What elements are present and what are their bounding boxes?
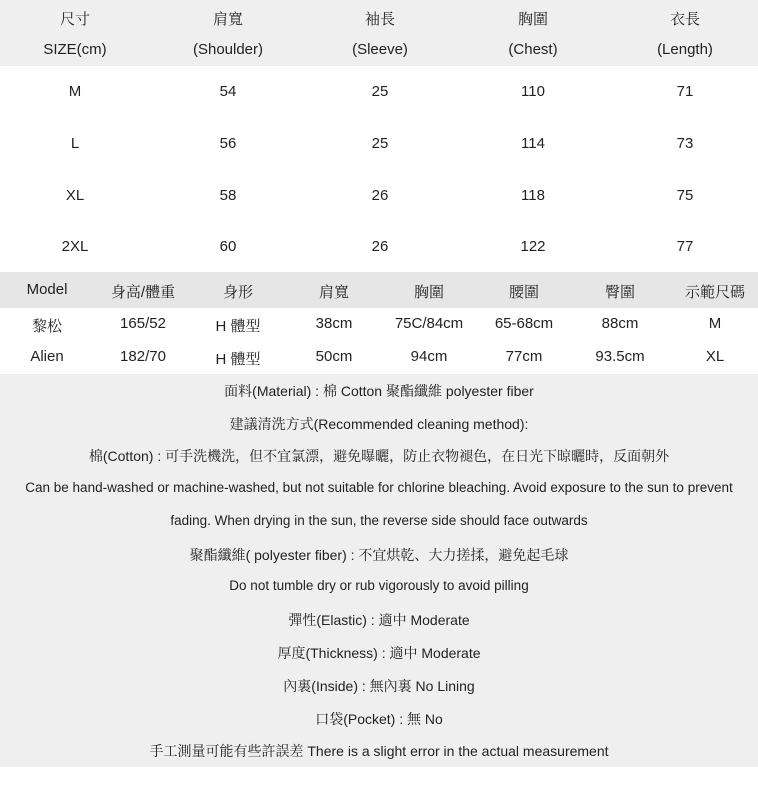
- size-table-body: [0, 66, 758, 272]
- chest-header-en: (Chest): [508, 41, 558, 58]
- length-cell: 75: [676, 187, 694, 204]
- thickness-note: 厚度(Thickness) : 適中 Moderate: [277, 645, 481, 661]
- size-table-header: [0, 0, 758, 66]
- waist-header: 腰圍: [508, 284, 540, 301]
- polyester-care-en: Do not tumble dry or rub vigorously to avoid pilling: [229, 578, 529, 593]
- shoulder-header-en: (Shoulder): [192, 41, 264, 58]
- cotton-care-cn: 棉(Cotton) : 可手洗機洗，但不宜氯漂，避免曝曬，防止衣物褪色，在日光下晾曬時，反面朝外: [88, 448, 670, 464]
- cotton-care-en-line2: fading. When drying in the sun, the reverse side should face outwards: [170, 513, 588, 528]
- hip-header: 臀圍: [604, 284, 636, 301]
- length-cell: 77: [676, 238, 694, 255]
- size-cell: 2XL: [61, 238, 89, 255]
- chest-cell: 110: [521, 83, 545, 100]
- chest-header-cn: 胸圍: [517, 11, 549, 28]
- shoulder-cell: 58: [219, 187, 237, 204]
- shoulder-header: 肩寬: [318, 284, 350, 301]
- size-worn: M: [708, 315, 722, 332]
- measurement-disclaimer: 手工測量可能有些許誤差 There is a slight error in the actual measurement: [149, 743, 609, 759]
- material-note: 面料(Material) : 棉 Cotton 聚酯纖維 polyester fiber: [224, 383, 534, 399]
- height-weight: 165/52: [120, 315, 166, 332]
- bust: 94cm: [410, 348, 448, 365]
- height-weight: 182/70: [120, 348, 166, 365]
- bust: 75C/84cm: [394, 315, 464, 332]
- footer-space: [0, 767, 758, 800]
- size-header-en: SIZE(cm): [43, 41, 107, 58]
- cotton-care-en-line1: Can be hand-washed or machine-washed, but not suitable for chlorine bleaching. Avoid exposure to the sun to prevent: [25, 480, 733, 495]
- model-name: 黎松: [31, 318, 63, 335]
- bust-header: 胸圍: [413, 284, 445, 301]
- shoulder: 38cm: [315, 315, 353, 332]
- length-cell: 71: [676, 83, 694, 100]
- shoulder: 50cm: [315, 348, 353, 365]
- length-header-en: (Length): [657, 41, 713, 58]
- care-notes: [0, 374, 758, 767]
- size-cell: XL: [65, 187, 85, 204]
- pocket-note: 口袋(Pocket) : 無 No: [315, 711, 443, 727]
- size-worn: XL: [705, 348, 725, 365]
- size-cell: M: [68, 83, 82, 100]
- sleeve-header-en: (Sleeve): [352, 41, 408, 58]
- size-header-cn: 尺寸: [59, 11, 91, 28]
- model-table-body: [0, 308, 758, 374]
- sleeve-cell: 26: [371, 187, 389, 204]
- shoulder-cell: 54: [219, 83, 237, 100]
- sleeve-cell: 25: [371, 135, 389, 152]
- body-shape: H 體型: [215, 351, 261, 368]
- elastic-note: 彈性(Elastic) : 適中 Moderate: [288, 612, 470, 628]
- shoulder-cell: 60: [219, 238, 237, 255]
- length-header-cn: 衣長: [669, 11, 701, 28]
- waist: 77cm: [505, 348, 543, 365]
- chest-cell: 118: [521, 187, 545, 204]
- size-worn-header: 示範尺碼: [684, 284, 746, 301]
- hip: 93.5cm: [595, 348, 645, 365]
- body-shape: H 體型: [215, 318, 261, 335]
- model-name: Alien: [30, 348, 64, 365]
- chest-cell: 122: [520, 238, 546, 255]
- chest-cell: 114: [521, 135, 545, 152]
- size-cell: L: [70, 135, 80, 152]
- cleaning-heading: 建議清洗方式(Recommended cleaning method):: [229, 416, 529, 432]
- model-table-header: [0, 272, 758, 308]
- body-shape-header: 身形: [222, 284, 254, 301]
- model-header: Model: [26, 281, 68, 298]
- waist: 65-68cm: [494, 315, 554, 332]
- shoulder-header-cn: 肩寬: [212, 11, 244, 28]
- polyester-care-cn: 聚酯纖維( polyester fiber) : 不宜烘乾、大力搓揉，避免起毛球: [189, 547, 569, 563]
- length-cell: 73: [676, 135, 694, 152]
- shoulder-cell: 56: [219, 135, 237, 152]
- hip: 88cm: [601, 315, 639, 332]
- sleeve-cell: 26: [371, 238, 389, 255]
- lining-note: 內裏(Inside) : 無內裏 No Lining: [283, 678, 475, 694]
- sleeve-header-cn: 袖長: [364, 11, 396, 28]
- height-weight-header: 身高/體重: [110, 284, 176, 301]
- sleeve-cell: 25: [371, 83, 389, 100]
